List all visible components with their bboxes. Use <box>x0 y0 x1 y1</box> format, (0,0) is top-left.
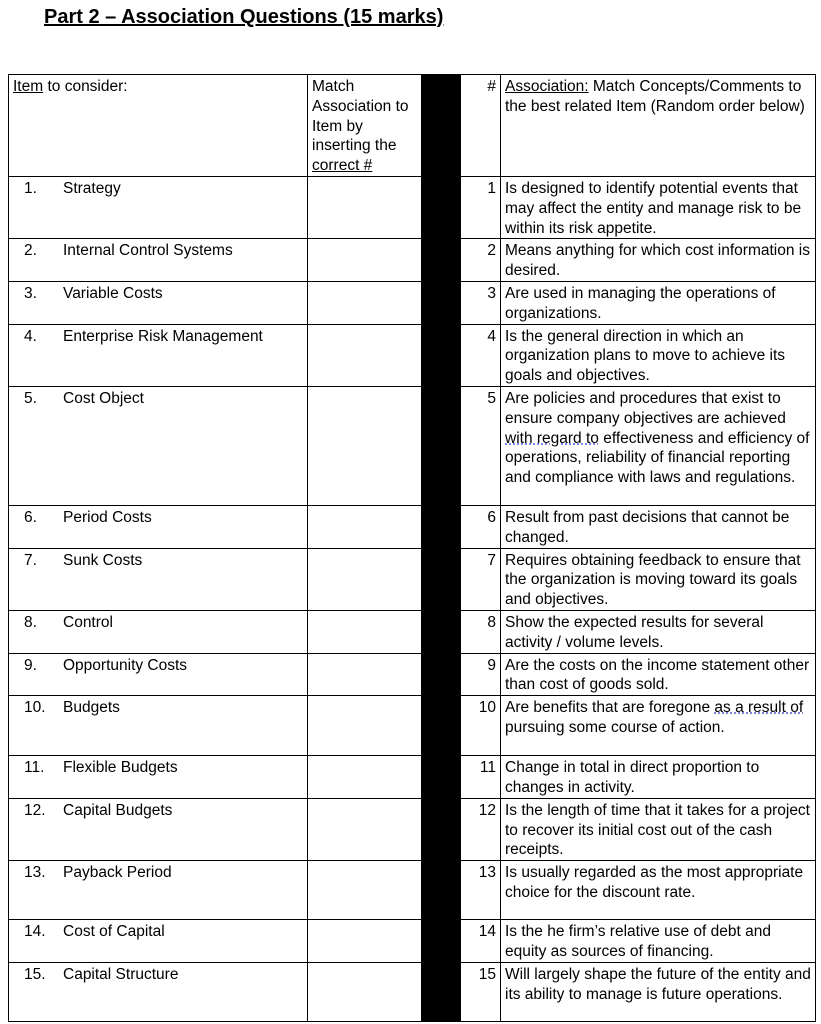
association-number: 9 <box>461 653 501 696</box>
association-text: Is the general direction in which an organization plans to move to achieve its goals and objectives. <box>505 327 786 385</box>
item-cell <box>9 653 308 696</box>
item-cell <box>9 610 308 653</box>
item-cell <box>9 505 308 548</box>
item-label: Sunk Costs <box>63 551 143 569</box>
match-answer-cell[interactable] <box>308 610 422 653</box>
item-cell <box>9 324 308 386</box>
black-divider-cell <box>422 653 461 696</box>
item-cell <box>9 386 308 505</box>
association-cell <box>501 239 816 282</box>
association-text-a: Are policies and procedures that exist to ensure company objectives are achieved <box>505 389 786 427</box>
item-label: Capital Budgets <box>63 801 173 819</box>
match-answer-cell[interactable] <box>308 798 422 860</box>
item-label: Internal Control Systems <box>63 242 233 260</box>
match-answer-cell[interactable] <box>308 177 422 239</box>
item-cell <box>9 177 308 239</box>
association-number: 1 <box>461 177 501 239</box>
table-row <box>9 696 816 756</box>
association-text: Show the expected results for several activity / volume levels. <box>505 613 764 651</box>
assoc-header-rest: Match Concepts/Comments to the best related Item (Random order below) <box>505 78 805 115</box>
match-answer-cell[interactable] <box>308 962 422 1021</box>
match-answer-cell[interactable] <box>308 239 422 282</box>
black-divider-cell <box>422 239 461 282</box>
item-cell <box>9 281 308 324</box>
association-text-c: effectiveness and efficiency of operations, reliability of financial reporting and compliance with laws and regulations. <box>505 429 810 487</box>
association-cell <box>501 610 816 653</box>
item-header-rest: to consider: <box>43 78 128 95</box>
item-number: 6. <box>24 508 37 526</box>
item-label: Budgets <box>63 699 120 717</box>
black-divider-cell <box>422 386 461 505</box>
match-header-underlined: correct # <box>312 157 373 175</box>
item-label: Period Costs <box>63 508 152 526</box>
black-divider-cell <box>422 861 461 920</box>
item-cell <box>9 798 308 860</box>
item-number: 1. <box>24 180 37 197</box>
association-number: 6 <box>461 505 501 548</box>
item-number: 14. <box>24 923 46 941</box>
match-answer-cell[interactable] <box>308 756 422 799</box>
match-column-header <box>308 75 422 177</box>
black-divider-cell <box>422 920 461 963</box>
association-number: 7 <box>461 548 501 610</box>
match-answer-cell[interactable] <box>308 920 422 963</box>
match-header-main: Match Association to Item by inserting the <box>312 78 409 155</box>
association-text: Will largely shape the future of the entity and its ability to manage is future operations. <box>505 965 811 1003</box>
association-number: 15 <box>461 962 501 1021</box>
table-row <box>9 177 816 239</box>
item-cell <box>9 920 308 963</box>
table-row <box>9 281 816 324</box>
association-cell <box>501 281 816 324</box>
black-divider-cell <box>422 324 461 386</box>
association-number: 13 <box>461 861 501 920</box>
item-number: 13. <box>24 864 46 882</box>
association-cell <box>501 386 816 505</box>
match-answer-cell[interactable] <box>308 653 422 696</box>
association-text: Is designed to identify potential events that may affect the entity and manage risk to be within its risk appetite. <box>505 180 802 237</box>
item-number: 11. <box>24 759 45 777</box>
item-number: 12. <box>24 801 46 819</box>
item-label: Control <box>63 613 113 631</box>
item-cell <box>9 861 308 920</box>
association-text: Are used in managing the operations of organizations. <box>505 284 776 322</box>
association-number: 10 <box>461 696 501 756</box>
association-text-flagged: as a result of <box>714 699 804 717</box>
match-answer-cell[interactable] <box>308 548 422 610</box>
association-number: 4 <box>461 324 501 386</box>
item-number: 7. <box>24 551 37 569</box>
table-row <box>9 386 816 505</box>
item-cell <box>9 548 308 610</box>
table-row <box>9 239 816 282</box>
table-row <box>9 324 816 386</box>
table-header-row <box>9 75 816 177</box>
black-divider-cell <box>422 610 461 653</box>
association-text-flagged: with regard to <box>505 429 599 447</box>
black-divider-column <box>422 75 461 177</box>
item-label: Cost of Capital <box>63 923 165 941</box>
association-text: Means anything for which cost information is desired. <box>505 242 810 280</box>
association-number: 5 <box>461 386 501 505</box>
assoc-header-underlined: Association: <box>505 78 589 95</box>
table-row <box>9 798 816 860</box>
black-divider-cell <box>422 756 461 799</box>
association-cell <box>501 861 816 920</box>
page-title: Part 2 – Association Questions (15 marks) <box>44 6 444 28</box>
table-row <box>9 861 816 920</box>
number-column-header: # <box>461 75 501 177</box>
association-cell <box>501 756 816 799</box>
item-label: Capital Structure <box>63 965 179 983</box>
black-divider-cell <box>422 962 461 1021</box>
match-answer-cell[interactable] <box>308 861 422 920</box>
association-cell <box>501 324 816 386</box>
association-number: 8 <box>461 610 501 653</box>
association-text: Is the length of time that it takes for a project to recover its initial cost out of the cash receipts. <box>505 801 810 859</box>
association-cell <box>501 920 816 963</box>
item-label: Variable Costs <box>63 284 163 302</box>
association-column-header <box>501 75 816 177</box>
match-answer-cell[interactable] <box>308 386 422 505</box>
item-number: 10. <box>24 699 46 717</box>
association-cell <box>501 505 816 548</box>
association-text: Change in total in direct proportion to changes in activity. <box>505 759 760 796</box>
association-number: 14 <box>461 920 501 963</box>
item-label: Flexible Budgets <box>63 759 178 777</box>
item-column-header <box>9 75 308 177</box>
item-label: Enterprise Risk Management <box>63 327 263 345</box>
item-number: 8. <box>24 613 37 631</box>
black-divider-cell <box>422 696 461 756</box>
item-label: Strategy <box>63 180 121 197</box>
match-answer-cell[interactable] <box>308 696 422 756</box>
item-number: 4. <box>24 327 37 345</box>
match-answer-cell[interactable] <box>308 281 422 324</box>
match-answer-cell[interactable] <box>308 505 422 548</box>
association-cell <box>501 653 816 696</box>
item-header-underlined: Item <box>13 78 44 95</box>
table-row <box>9 962 816 1021</box>
association-text: Result from past decisions that cannot be changed. <box>505 508 790 546</box>
association-cell <box>501 798 816 860</box>
association-text: Is the he firm’s relative use of debt and equity as sources of financing. <box>505 923 771 960</box>
association-text: Are the costs on the income statement other than cost of goods sold. <box>505 656 810 694</box>
table-row <box>9 756 816 799</box>
association-cell <box>501 696 816 756</box>
association-text-c: pursuing some course of action. <box>505 718 725 736</box>
association-number: 3 <box>461 281 501 324</box>
match-answer-cell[interactable] <box>308 324 422 386</box>
table-row <box>9 920 816 963</box>
association-cell <box>501 548 816 610</box>
item-cell <box>9 756 308 799</box>
black-divider-cell <box>422 177 461 239</box>
association-number: 12 <box>461 798 501 860</box>
black-divider-cell <box>422 505 461 548</box>
item-label: Opportunity Costs <box>63 656 188 674</box>
item-number: 15. <box>24 965 46 983</box>
black-divider-cell <box>422 281 461 324</box>
association-text: Is usually regarded as the most appropriate choice for the discount rate. <box>505 864 804 901</box>
black-divider-cell <box>422 798 461 860</box>
item-number: 3. <box>24 284 37 302</box>
item-label: Payback Period <box>63 864 172 882</box>
association-text: Requires obtaining feedback to ensure that the organization is moving toward its goals and objectives. <box>505 551 801 609</box>
table-row <box>9 505 816 548</box>
item-cell <box>9 696 308 756</box>
association-text-a: Are benefits that are foregone <box>505 699 715 717</box>
association-table <box>8 74 816 1022</box>
association-number: 11 <box>461 756 501 799</box>
association-number: 2 <box>461 239 501 282</box>
table-row <box>9 653 816 696</box>
table-row <box>9 548 816 610</box>
item-cell <box>9 962 308 1021</box>
item-label: Cost Object <box>63 389 144 407</box>
item-number: 9. <box>24 656 37 674</box>
association-cell <box>501 962 816 1021</box>
table-row <box>9 610 816 653</box>
association-cell <box>501 177 816 239</box>
item-number: 2. <box>24 242 37 260</box>
item-cell <box>9 239 308 282</box>
black-divider-cell <box>422 548 461 610</box>
item-number: 5. <box>24 389 37 407</box>
